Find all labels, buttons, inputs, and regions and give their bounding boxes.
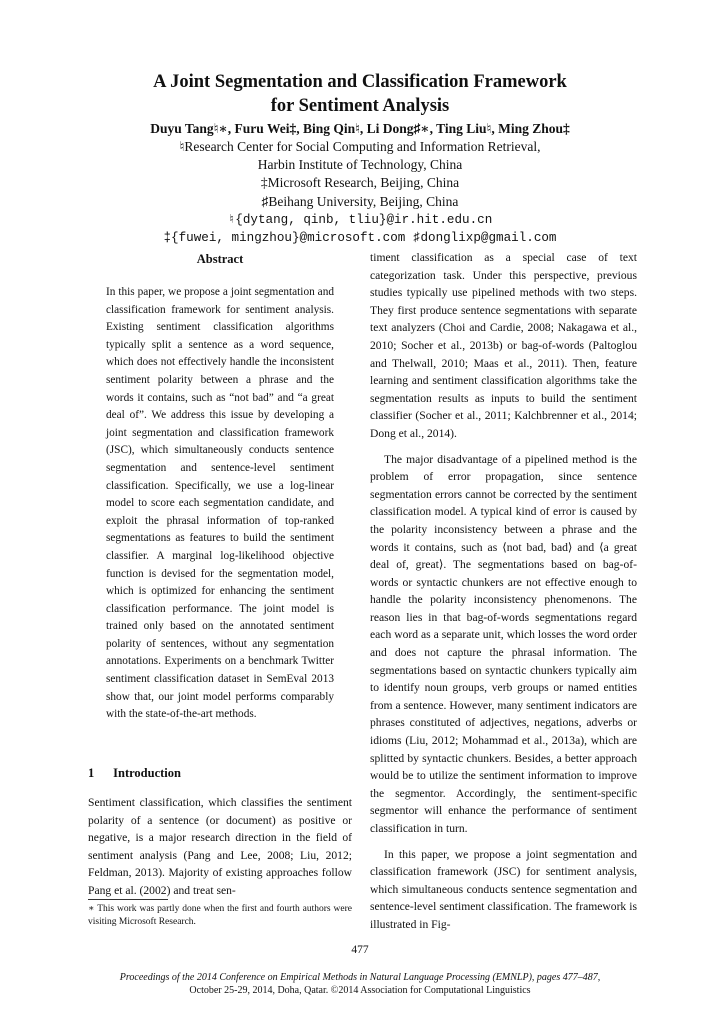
right-paragraph-2: The major disadvantage of a pipelined method is the problem of error propagation, since sentence segmentation errors cannot be corrected by the sentiment classification model. A typical kind of error is caused by the polarity inconsistency between a phrase and the words it contains, such as ⟨not bad, bad⟩ and ⟨a great deal of, great⟩. The segmentations based on bag-of-words or syntactic chunkers are not effective enough to handle the polarity inconsistency phenomenons. The reason lies in that bag-of-words segmentations regard each word as a separate unit, which losses the word order and does not capture the phrasal information. The segmentations based on syntactic chunkers typically aim to identify noun groups, verb groups or named entities from a sentence. However, many sentiment indicators are phrases constituted of adjectives, negations, adverbs or idioms (Liu, 2012; Mohammad et al., 2013a), which are splitted by syntactic chunkers. Besides, a better approach would be to utilize the sentiment information to improve the segmentor. Accordingly, the sentiment-specific segmentor will enhance the performance of sentiment classification in turn. [370,452,637,835]
affiliation-line: ♮Research Center for Social Computing and Information Retrieval, [179,139,541,154]
affiliation-line: ‡Microsoft Research, Beijing, China [260,175,460,191]
section-heading-introduction [88,766,181,781]
footnote-divider [88,899,168,900]
email-line: ‡{fuwei, mingzhou}@microsoft.com ♯donglixp@gmail.com [163,231,557,246]
affiliation-line: Harbin Institute of Technology, China [257,157,463,173]
abstract-text: In this paper, we propose a joint segmentation and classification framework for sentiment analysis. Existing sentiment classification algorithms typically split a sentence as a word sequence, which does not effectively handle the inconsistent sentiment polarity between a phrase and the words it contains, such as “not bad” and “a great deal of”. We address this issue by developing a joint segmentation and classification framework (JSC), which simultaneously conducts sentence segmentation and sentence-level sentiment classification. Specifically, we use a log-linear model to score each segmentation candidate, and exploit the phrasal information of top-ranked segmentations as features to build the sentiment classifier. A marginal log-likelihood objective function is devised for the segmentation model, which is optimized for enhancing the sentiment classification performance. The joint model is trained only based on the annotated sentiment polarity of sentences, without any segmentation annotations. Experiments on a benchmark Twitter sentiment classification dataset in SemEval 2013 show that, our joint model performs comparably with the state-of-the-art methods. [106,286,334,721]
intro-text: Sentiment classification, which classifies the sentiment polarity of a sentence (or document) as positive or negative, is a major research direction in the field of sentiment analysis (Pang and Lee, 2008; Liu, 2012; Feldman, 2013). Majority of existing approaches follow Pang et al. (2002) and treat sen- [88,796,352,897]
paper-title [0,70,720,118]
abstract-heading: Abstract [196,252,244,266]
right-paragraph-1: timent classification as a special case of text categorization task. Under this perspective, previous studies typically use pipelined methods with two steps. They first produce sentence segmentations with separate text analyzers (Choi and Cardie, 2008; Nakagawa et al., 2010; Socher et al., 2013b) or bag-of-words (Paltoglou and Thelwall, 2010; Maas et al., 2011). Then, feature learning and sentiment classification algorithms take the segmentation results as inputs to build the sentiment classifier (Socher et al., 2011; Kalchbrenner et al., 2014; Dong et al., 2014). [370,251,637,440]
title-line-1: A Joint Segmentation and Classification Framework [153,72,567,92]
proceedings-footer [0,972,720,997]
affiliation-line: ♯Beihang University, Beijing, China [261,193,459,209]
right-paragraph-3: In this paper, we propose a joint segmentation and classification framework (JSC) for sentiment analysis, which simultaneous conducts sentence segmentation and sentence-level sentiment classification. The framework is illustrated in Fig- [370,847,637,931]
section-title: Introduction [113,766,181,780]
proceedings-line-2: October 25-29, 2014, Doha, Qatar. ©2014 Association for Computational Linguistics [189,984,531,996]
author-list: Duyu Tang♮∗, Furu Wei‡, Bing Qin♮, Li Dong♯∗, Ting Liu♮, Ming Zhou‡ [150,121,570,136]
section-number: 1 [88,766,95,780]
email-line: ♮{dytang, qinb, tliu}@ir.hit.edu.cn [227,212,493,227]
affiliations [0,138,720,247]
footnote: ∗ This work was partly done when the first and fourth authors were visiting Microsoft Research. [88,904,352,927]
intro-paragraph [88,794,352,900]
title-line-2: for Sentiment Analysis [270,96,450,116]
proceedings-line-1: Proceedings of the 2014 Conference on Empirical Methods in Natural Language Processing (EMNLP), pages 477–487, [119,972,601,983]
page-number: 477 [351,944,369,956]
right-column [370,249,637,934]
